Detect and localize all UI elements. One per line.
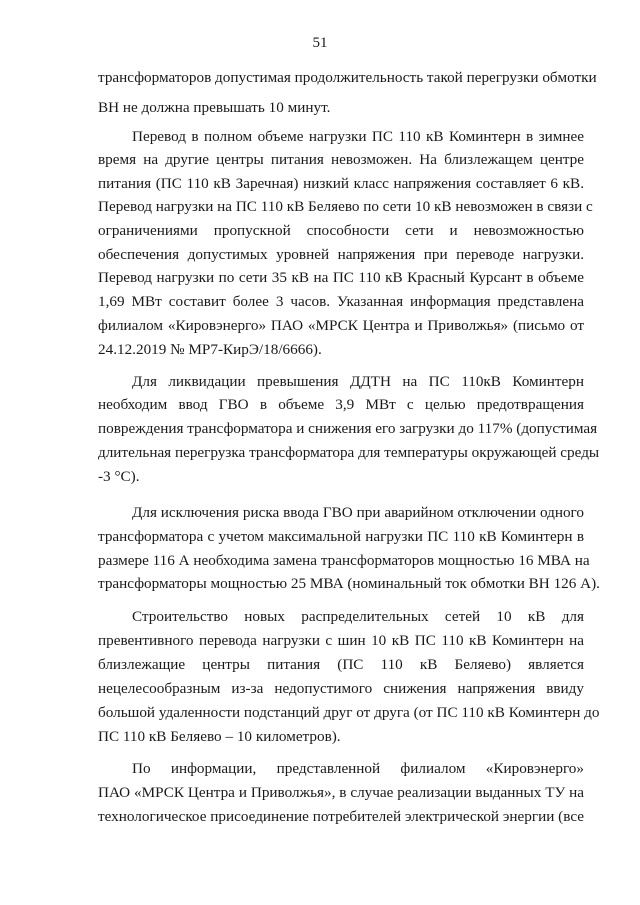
text-line: обеспечения допустимых уровней напряжения при переводе нагрузки. [98,246,584,263]
text-line: питания (ПС 110 кВ Заречная) низкий класс напряжения составляет 6 кВ. [98,175,584,192]
page-number: 51 [312,35,328,51]
text-line: 1,69 МВт составит более 3 часов. Указанная информация представлена [98,293,584,310]
text-line: ограничениями пропускной способности сети и невозможностью [98,222,584,239]
text-line: трансформаторы мощностью 25 МВА (номинальный ток обмотки ВН 126 А). [98,575,600,592]
text-line: длительная перегрузка трансформатора для температуры окружающей среды [98,444,600,461]
text-line: -3 °С). [98,468,140,485]
text-line: ПАО «МРСК Центра и Приволжья», в случае реализации выданных ТУ на [98,784,584,801]
text-line: повреждения трансформатора и снижения его загрузки до 117% (допустимая [98,420,598,437]
text-line: филиалом «Кировэнерго» ПАО «МРСК Центра и Приволжья» (письмо от [98,317,584,334]
text-line: Строительство новых распределительных сетей 10 кВ для [132,608,584,625]
text-line: технологическое присоединение потребителей электрической энергии (все [98,808,584,825]
text-line: ВН не должна превышать 10 минут. [98,99,331,116]
text-line: Для исключения риска ввода ГВО при аварийном отключении одного [132,504,584,521]
text-line: превентивного перевода нагрузки с шин 10 кВ ПС 110 кВ Коминтерн на [98,632,584,649]
text-line: Для ликвидации превышения ДДТН на ПС 110кВ Коминтерн [132,373,584,390]
text-line: По информации, представленной филиалом «Кировэнерго» [132,760,584,777]
text-line: близлежащие центры питания (ПС 110 кВ Беляево) является [98,656,584,673]
text-line: время на другие центры питания невозможен. На близлежащем центре [98,151,584,168]
text-line: большой удаленности подстанций друг от друга (от ПС 110 кВ Коминтерн до [98,704,600,721]
text-line: 24.12.2019 № МР7-КирЭ/18/6666). [98,341,322,358]
text-line: размере 116 А необходима замена трансформаторов мощностью 16 МВА на [98,552,590,569]
text-line: Перевод нагрузки по сети 35 кВ на ПС 110 кВ Красный Курсант в объеме [98,269,584,286]
text-line: нецелесообразным из-за недопустимого снижения напряжения ввиду [98,680,584,697]
text-line: необходим ввод ГВО в объеме 3,9 МВт с целью предотвращения [98,396,584,413]
text-line: трансформаторов допустимая продолжительность такой перегрузки обмотки [98,69,597,86]
text-line: Перевод в полном объеме нагрузки ПС 110 кВ Коминтерн в зимнее [132,128,584,145]
text-line: ПС 110 кВ Беляево – 10 километров). [98,728,341,745]
text-line: трансформатора с учетом максимальной нагрузки ПС 110 кВ Коминтерн в [98,528,584,545]
text-line: Перевод нагрузки на ПС 110 кВ Беляево по сети 10 кВ невозможен в связи с [98,198,593,215]
